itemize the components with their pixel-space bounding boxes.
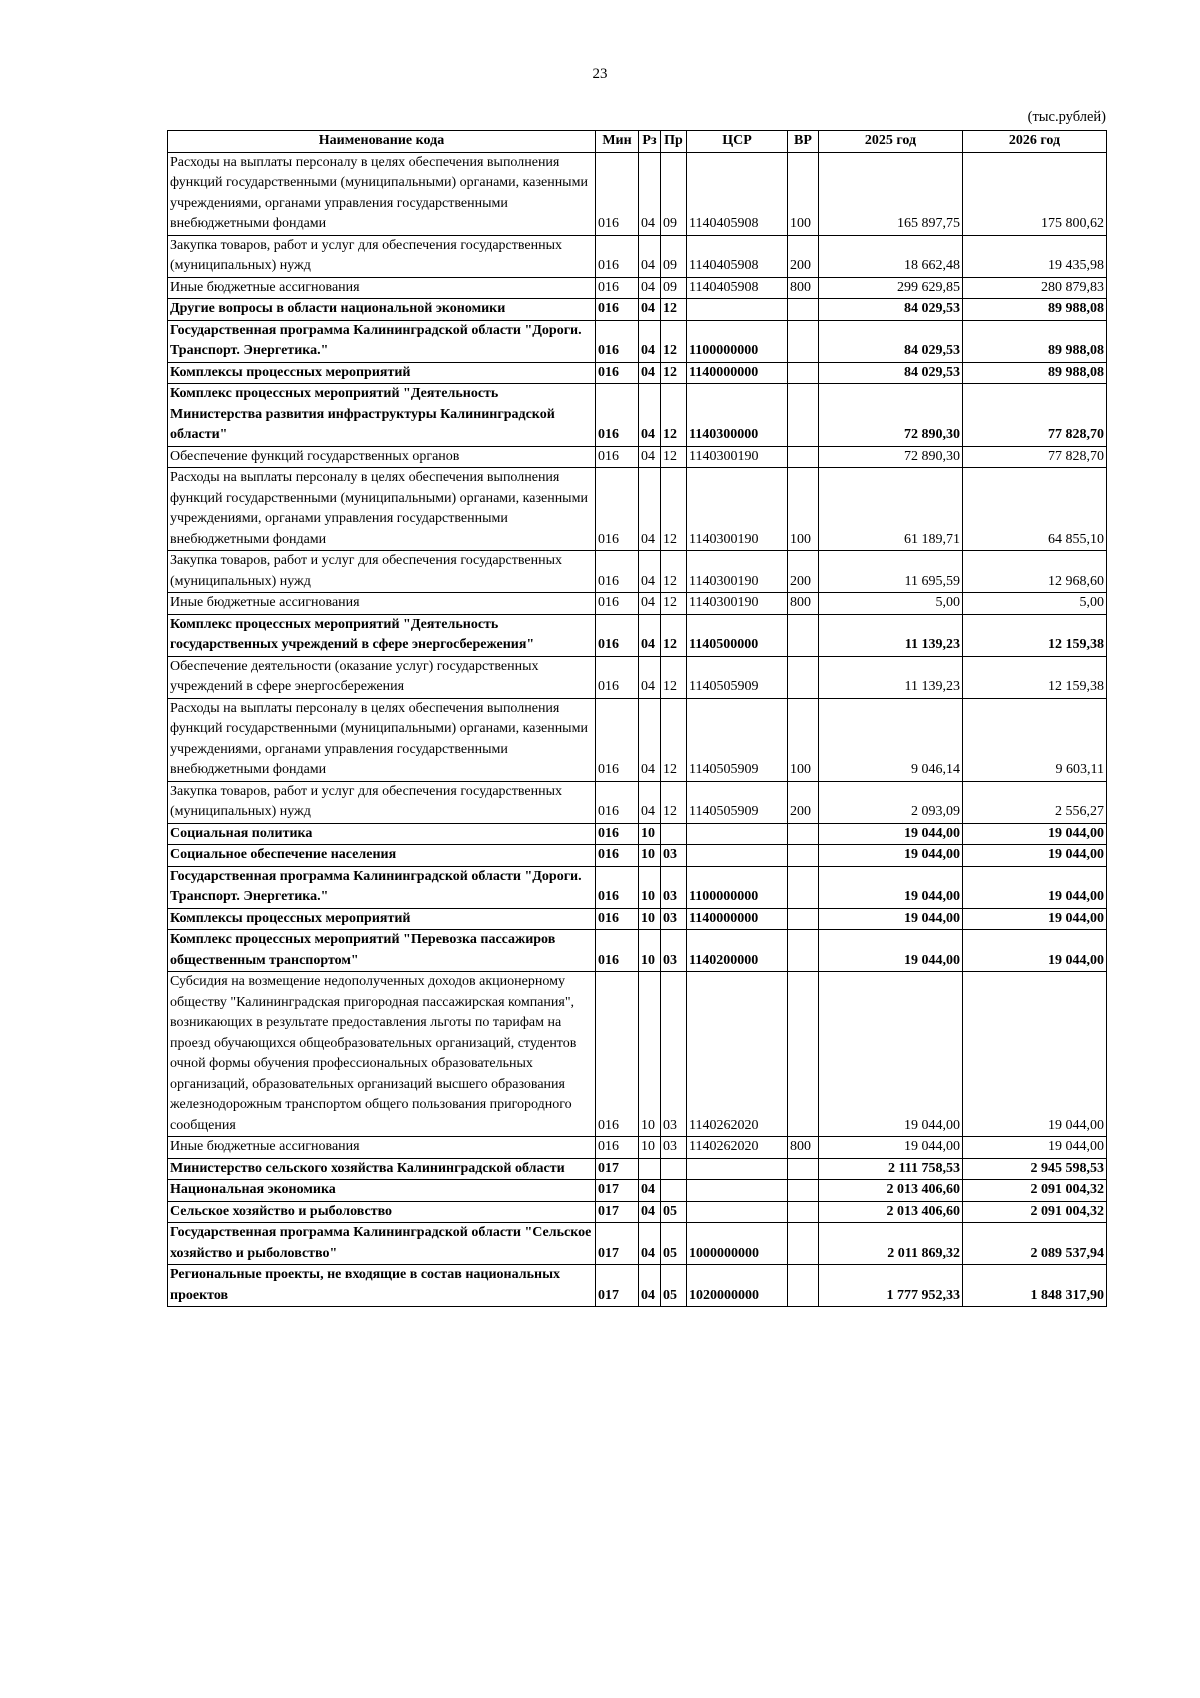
cell-name: Расходы на выплаты персоналу в целях обеспечения выполнения функций государственными (муниципальными) органами, казенными учреждениями, органами управления государственными внебюджетными фондами [168, 468, 596, 551]
cell-y2025: 1 777 952,33 [819, 1265, 963, 1307]
cell-csr [687, 299, 788, 321]
cell-y2025: 72 890,30 [819, 384, 963, 447]
cell-vr: 100 [788, 152, 819, 235]
cell-min: 016 [596, 277, 639, 299]
table-row [168, 1137, 1107, 1159]
units-label: (тыс.рублей) [1027, 109, 1106, 125]
table-row [168, 656, 1107, 698]
cell-y2026: 1 848 317,90 [963, 1265, 1107, 1307]
cell-y2025: 61 189,71 [819, 468, 963, 551]
cell-y2026: 12 159,38 [963, 614, 1107, 656]
cell-y2026: 19 044,00 [963, 845, 1107, 867]
cell-y2025: 2 013 406,60 [819, 1180, 963, 1202]
cell-y2026: 77 828,70 [963, 384, 1107, 447]
cell-min: 016 [596, 698, 639, 781]
cell-rz: 04 [639, 593, 661, 615]
table-body [168, 152, 1107, 1307]
cell-rz: 04 [639, 551, 661, 593]
cell-y2026: 19 044,00 [963, 866, 1107, 908]
cell-y2025: 5,00 [819, 593, 963, 615]
cell-csr: 1000000000 [687, 1223, 788, 1265]
table-row [168, 1158, 1107, 1180]
cell-min: 016 [596, 299, 639, 321]
cell-name: Сельское хозяйство и рыболовство [168, 1201, 596, 1223]
cell-y2026: 2 945 598,53 [963, 1158, 1107, 1180]
cell-name: Комплексы процессных мероприятий [168, 908, 596, 930]
cell-min: 016 [596, 593, 639, 615]
cell-vr [788, 1201, 819, 1223]
cell-csr: 1140405908 [687, 277, 788, 299]
cell-rz: 10 [639, 866, 661, 908]
cell-name: Иные бюджетные ассигнования [168, 593, 596, 615]
cell-pr: 12 [661, 656, 687, 698]
cell-rz: 10 [639, 972, 661, 1137]
cell-y2026: 19 044,00 [963, 908, 1107, 930]
cell-name: Комплекс процессных мероприятий "Перевозка пассажиров общественным транспортом" [168, 930, 596, 972]
cell-vr [788, 823, 819, 845]
cell-min: 016 [596, 1137, 639, 1159]
cell-y2025: 19 044,00 [819, 845, 963, 867]
cell-vr [788, 384, 819, 447]
cell-csr [687, 1180, 788, 1202]
cell-min: 016 [596, 384, 639, 447]
table-row [168, 1201, 1107, 1223]
cell-min: 016 [596, 930, 639, 972]
table-row [168, 1223, 1107, 1265]
cell-csr: 1100000000 [687, 866, 788, 908]
cell-y2026: 12 968,60 [963, 551, 1107, 593]
cell-pr: 03 [661, 1137, 687, 1159]
cell-name: Государственная программа Калининградской области "Дороги. Транспорт. Энергетика." [168, 866, 596, 908]
cell-pr: 09 [661, 277, 687, 299]
cell-min: 016 [596, 908, 639, 930]
cell-y2026: 2 091 004,32 [963, 1180, 1107, 1202]
table-row [168, 277, 1107, 299]
cell-csr [687, 1201, 788, 1223]
cell-y2026: 64 855,10 [963, 468, 1107, 551]
table-row [168, 866, 1107, 908]
header-min: Мин [596, 131, 639, 153]
cell-min: 016 [596, 320, 639, 362]
header-csr: ЦСР [687, 131, 788, 153]
header-2025: 2025 год [819, 131, 963, 153]
cell-pr: 03 [661, 908, 687, 930]
cell-pr: 12 [661, 698, 687, 781]
cell-y2026: 19 044,00 [963, 1137, 1107, 1159]
cell-csr: 1140500000 [687, 614, 788, 656]
cell-csr: 1140505909 [687, 656, 788, 698]
cell-pr: 09 [661, 235, 687, 277]
cell-csr: 1140000000 [687, 908, 788, 930]
cell-name: Комплекс процессных мероприятий "Деятельность государственных учреждений в сфере энергосбережения" [168, 614, 596, 656]
cell-y2026: 19 435,98 [963, 235, 1107, 277]
cell-rz: 04 [639, 446, 661, 468]
cell-min: 017 [596, 1223, 639, 1265]
table-row [168, 930, 1107, 972]
cell-csr: 1140505909 [687, 781, 788, 823]
table-row [168, 384, 1107, 447]
cell-pr: 03 [661, 866, 687, 908]
cell-vr: 800 [788, 593, 819, 615]
cell-y2026: 89 988,08 [963, 320, 1107, 362]
cell-pr: 12 [661, 446, 687, 468]
cell-rz: 04 [639, 1180, 661, 1202]
cell-name: Закупка товаров, работ и услуг для обеспечения государственных (муниципальных) нужд [168, 551, 596, 593]
cell-y2025: 84 029,53 [819, 362, 963, 384]
cell-vr: 200 [788, 551, 819, 593]
cell-csr: 1140405908 [687, 235, 788, 277]
cell-rz: 04 [639, 384, 661, 447]
cell-min: 016 [596, 656, 639, 698]
cell-vr [788, 1223, 819, 1265]
cell-vr [788, 1158, 819, 1180]
cell-vr [788, 614, 819, 656]
cell-name: Национальная экономика [168, 1180, 596, 1202]
cell-csr: 1140000000 [687, 362, 788, 384]
cell-y2026: 2 556,27 [963, 781, 1107, 823]
cell-name: Закупка товаров, работ и услуг для обеспечения государственных (муниципальных) нужд [168, 781, 596, 823]
cell-rz: 04 [639, 1201, 661, 1223]
cell-vr: 800 [788, 277, 819, 299]
cell-y2025: 19 044,00 [819, 823, 963, 845]
cell-y2026: 9 603,11 [963, 698, 1107, 781]
cell-y2026: 280 879,83 [963, 277, 1107, 299]
cell-rz: 10 [639, 845, 661, 867]
cell-pr: 03 [661, 845, 687, 867]
cell-rz: 10 [639, 908, 661, 930]
cell-vr: 100 [788, 698, 819, 781]
table-row [168, 152, 1107, 235]
cell-pr [661, 1158, 687, 1180]
cell-pr: 05 [661, 1201, 687, 1223]
cell-min: 017 [596, 1201, 639, 1223]
cell-y2026: 5,00 [963, 593, 1107, 615]
cell-rz: 04 [639, 698, 661, 781]
cell-y2025: 19 044,00 [819, 972, 963, 1137]
cell-name: Другие вопросы в области национальной экономики [168, 299, 596, 321]
cell-csr: 1140300190 [687, 593, 788, 615]
cell-csr [687, 845, 788, 867]
cell-rz: 04 [639, 235, 661, 277]
table-row [168, 823, 1107, 845]
cell-csr: 1140262020 [687, 972, 788, 1137]
cell-vr: 100 [788, 468, 819, 551]
cell-y2025: 165 897,75 [819, 152, 963, 235]
cell-csr: 1140300190 [687, 446, 788, 468]
cell-pr: 09 [661, 152, 687, 235]
cell-name: Субсидия на возмещение недополученных доходов акционерному обществу "Калининградская пригородная пассажирская компания", возникающих в результате предоставления льготы по тарифам на проезд обучающихся общеобразовательных организаций, студентов очной формы обучения профессиональных образовательных организаций, образовательных организаций высшего образования железнодорожным транспортом общего пользования пригородного сообщения [168, 972, 596, 1137]
cell-vr [788, 362, 819, 384]
cell-csr: 1140505909 [687, 698, 788, 781]
page-number: 23 [592, 66, 608, 82]
cell-min: 017 [596, 1265, 639, 1307]
cell-rz: 04 [639, 1265, 661, 1307]
cell-rz: 04 [639, 468, 661, 551]
cell-y2025: 84 029,53 [819, 320, 963, 362]
cell-min: 016 [596, 972, 639, 1137]
table-row [168, 235, 1107, 277]
cell-csr: 1100000000 [687, 320, 788, 362]
cell-name: Обеспечение деятельности (оказание услуг) государственных учреждений в сфере энергосбережения [168, 656, 596, 698]
cell-y2025: 9 046,14 [819, 698, 963, 781]
cell-pr: 12 [661, 299, 687, 321]
cell-name: Расходы на выплаты персоналу в целях обеспечения выполнения функций государственными (муниципальными) органами, казенными учреждениями, органами управления государственными внебюджетными фондами [168, 152, 596, 235]
cell-vr [788, 866, 819, 908]
cell-rz: 04 [639, 362, 661, 384]
cell-csr [687, 1158, 788, 1180]
cell-vr: 200 [788, 781, 819, 823]
cell-csr: 1140300190 [687, 551, 788, 593]
cell-y2026: 19 044,00 [963, 823, 1107, 845]
cell-rz: 10 [639, 823, 661, 845]
cell-name: Региональные проекты, не входящие в состав национальных проектов [168, 1265, 596, 1307]
cell-rz: 04 [639, 656, 661, 698]
cell-pr: 12 [661, 320, 687, 362]
cell-y2025: 11 139,23 [819, 614, 963, 656]
table-row [168, 551, 1107, 593]
cell-csr: 1140405908 [687, 152, 788, 235]
cell-y2025: 19 044,00 [819, 930, 963, 972]
cell-pr: 12 [661, 468, 687, 551]
table-row [168, 468, 1107, 551]
cell-y2026: 2 091 004,32 [963, 1201, 1107, 1223]
table-row [168, 446, 1107, 468]
table-row [168, 299, 1107, 321]
cell-name: Обеспечение функций государственных органов [168, 446, 596, 468]
cell-min: 016 [596, 845, 639, 867]
cell-vr [788, 930, 819, 972]
cell-y2025: 2 011 869,32 [819, 1223, 963, 1265]
cell-name: Иные бюджетные ассигнования [168, 1137, 596, 1159]
table-row [168, 362, 1107, 384]
cell-min: 016 [596, 551, 639, 593]
cell-pr: 12 [661, 384, 687, 447]
cell-vr: 200 [788, 235, 819, 277]
cell-y2026: 19 044,00 [963, 930, 1107, 972]
cell-y2025: 11 139,23 [819, 656, 963, 698]
header-pr: Пр [661, 131, 687, 153]
cell-rz: 10 [639, 930, 661, 972]
cell-rz: 04 [639, 1223, 661, 1265]
cell-min: 016 [596, 468, 639, 551]
cell-y2025: 2 013 406,60 [819, 1201, 963, 1223]
cell-csr: 1020000000 [687, 1265, 788, 1307]
cell-rz: 04 [639, 781, 661, 823]
cell-y2026: 89 988,08 [963, 362, 1107, 384]
cell-pr: 05 [661, 1223, 687, 1265]
cell-vr [788, 446, 819, 468]
cell-min: 016 [596, 446, 639, 468]
cell-csr: 1140300000 [687, 384, 788, 447]
cell-pr: 12 [661, 593, 687, 615]
cell-csr: 1140300190 [687, 468, 788, 551]
cell-y2026: 19 044,00 [963, 972, 1107, 1137]
cell-y2025: 84 029,53 [819, 299, 963, 321]
cell-csr: 1140200000 [687, 930, 788, 972]
cell-name: Иные бюджетные ассигнования [168, 277, 596, 299]
header-name: Наименование кода [168, 131, 596, 153]
cell-name: Комплексы процессных мероприятий [168, 362, 596, 384]
cell-y2025: 18 662,48 [819, 235, 963, 277]
cell-y2025: 11 695,59 [819, 551, 963, 593]
cell-y2025: 299 629,85 [819, 277, 963, 299]
cell-y2025: 2 093,09 [819, 781, 963, 823]
table-row [168, 781, 1107, 823]
cell-rz: 04 [639, 299, 661, 321]
cell-csr [687, 823, 788, 845]
cell-vr: 800 [788, 1137, 819, 1159]
cell-rz: 10 [639, 1137, 661, 1159]
cell-name: Расходы на выплаты персоналу в целях обеспечения выполнения функций государственными (муниципальными) органами, казенными учреждениями, органами управления государственными внебюджетными фондами [168, 698, 596, 781]
table-row [168, 698, 1107, 781]
cell-pr: 03 [661, 930, 687, 972]
cell-y2025: 19 044,00 [819, 1137, 963, 1159]
cell-name: Комплекс процессных мероприятий "Деятельность Министерства развития инфраструктуры Калининградской области" [168, 384, 596, 447]
budget-table [167, 130, 1107, 1307]
cell-min: 016 [596, 614, 639, 656]
cell-pr: 12 [661, 781, 687, 823]
cell-vr [788, 1180, 819, 1202]
cell-y2025: 19 044,00 [819, 908, 963, 930]
cell-y2026: 2 089 537,94 [963, 1223, 1107, 1265]
cell-vr [788, 972, 819, 1137]
cell-pr: 12 [661, 551, 687, 593]
cell-vr [788, 908, 819, 930]
cell-y2025: 72 890,30 [819, 446, 963, 468]
cell-pr [661, 1180, 687, 1202]
table-row [168, 593, 1107, 615]
cell-rz: 04 [639, 320, 661, 362]
table-row [168, 845, 1107, 867]
cell-y2026: 77 828,70 [963, 446, 1107, 468]
cell-vr [788, 299, 819, 321]
header-vr: ВР [788, 131, 819, 153]
cell-pr [661, 823, 687, 845]
cell-min: 016 [596, 152, 639, 235]
cell-name: Государственная программа Калининградской области "Дороги. Транспорт. Энергетика." [168, 320, 596, 362]
cell-pr: 03 [661, 972, 687, 1137]
cell-y2025: 2 111 758,53 [819, 1158, 963, 1180]
cell-name: Социальная политика [168, 823, 596, 845]
cell-y2026: 89 988,08 [963, 299, 1107, 321]
table-row [168, 1265, 1107, 1307]
cell-min: 017 [596, 1158, 639, 1180]
cell-rz: 04 [639, 152, 661, 235]
table-row [168, 972, 1107, 1137]
table-header-row [168, 131, 1107, 153]
cell-min: 017 [596, 1180, 639, 1202]
cell-name: Закупка товаров, работ и услуг для обеспечения государственных (муниципальных) нужд [168, 235, 596, 277]
cell-min: 016 [596, 866, 639, 908]
header-rz: Рз [639, 131, 661, 153]
cell-rz: 04 [639, 277, 661, 299]
cell-vr [788, 845, 819, 867]
cell-y2026: 175 800,62 [963, 152, 1107, 235]
table-row [168, 908, 1107, 930]
cell-rz [639, 1158, 661, 1180]
cell-y2026: 12 159,38 [963, 656, 1107, 698]
cell-pr: 12 [661, 362, 687, 384]
cell-pr: 05 [661, 1265, 687, 1307]
table-row [168, 614, 1107, 656]
table-row [168, 1180, 1107, 1202]
cell-min: 016 [596, 823, 639, 845]
cell-pr: 12 [661, 614, 687, 656]
cell-y2025: 19 044,00 [819, 866, 963, 908]
cell-min: 016 [596, 781, 639, 823]
cell-min: 016 [596, 235, 639, 277]
cell-vr [788, 320, 819, 362]
cell-vr [788, 656, 819, 698]
cell-vr [788, 1265, 819, 1307]
table-row [168, 320, 1107, 362]
cell-csr: 1140262020 [687, 1137, 788, 1159]
cell-rz: 04 [639, 614, 661, 656]
header-2026: 2026 год [963, 131, 1107, 153]
cell-name: Социальное обеспечение населения [168, 845, 596, 867]
cell-name: Министерство сельского хозяйства Калининградской области [168, 1158, 596, 1180]
cell-name: Государственная программа Калининградской области "Сельское хозяйство и рыболовство" [168, 1223, 596, 1265]
cell-min: 016 [596, 362, 639, 384]
